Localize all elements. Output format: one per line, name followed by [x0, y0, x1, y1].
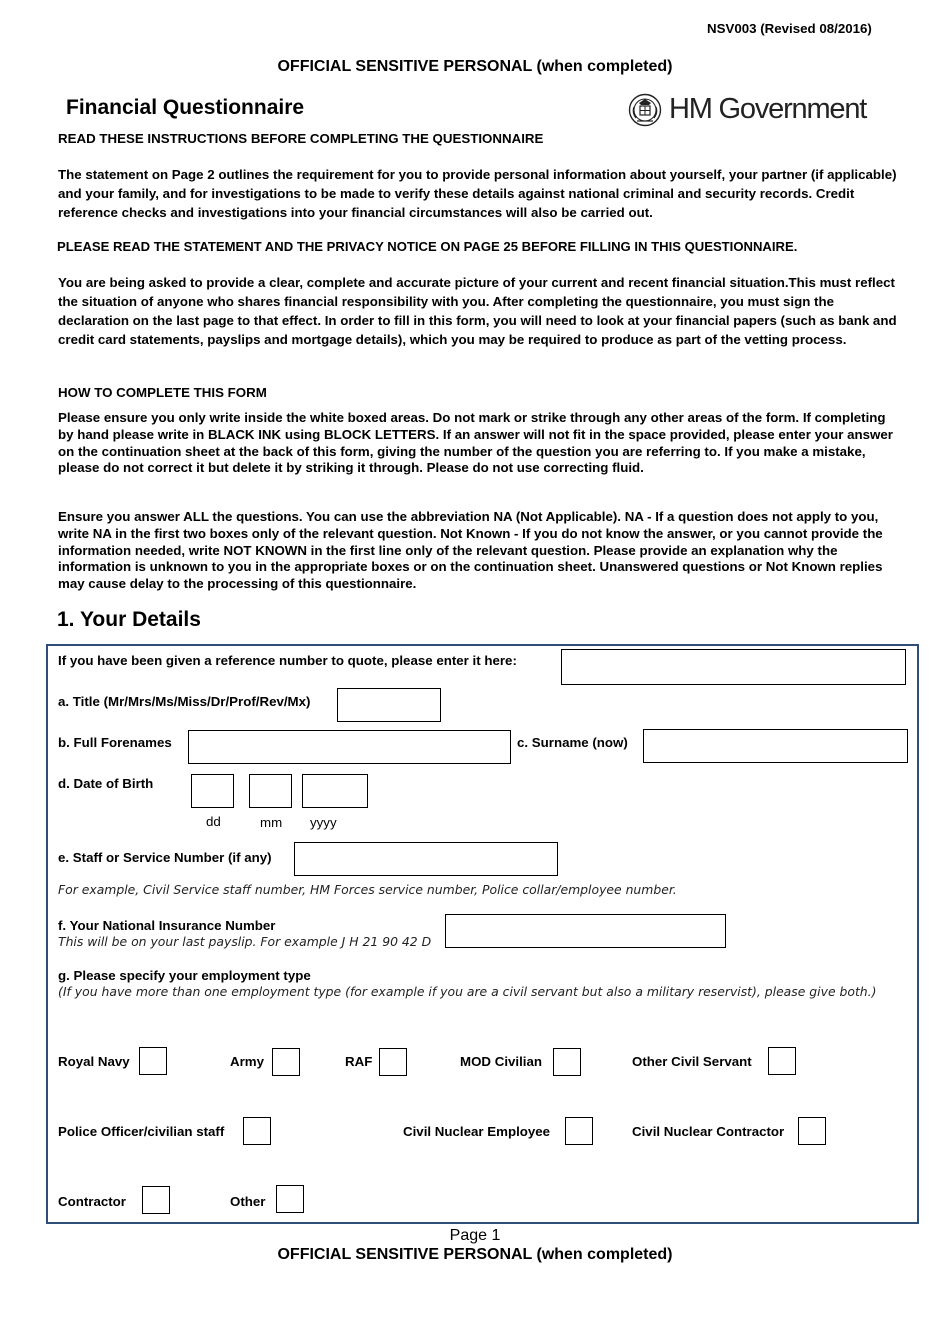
- section-title: 1. Your Details: [57, 608, 201, 631]
- police-officer-label: Police Officer/civilian staff: [58, 1124, 225, 1139]
- mod-civilian-checkbox[interactable]: [553, 1048, 581, 1076]
- dob-year-field[interactable]: [302, 774, 368, 808]
- staff-number-label: e. Staff or Service Number (if any): [58, 850, 272, 865]
- surname-label: c. Surname (now): [517, 735, 628, 750]
- instructions-paragraph-1: The statement on Page 2 outlines the requirement for you to provide personal information about yourself, your partner (if applicable) and your family, and for investigations to be made to verify these details against national criminal and security records. Credit reference checks and investigations into your financial circumstances will also be carried out.: [58, 167, 897, 220]
- other-civil-servant-label: Other Civil Servant: [632, 1054, 752, 1069]
- hm-government-logo: [627, 93, 887, 129]
- instructions-paragraph-2: PLEASE READ THE STATEMENT AND THE PRIVACY NOTICE ON PAGE 25 BEFORE FILLING IN THIS QUESTIONNAIRE.: [57, 239, 798, 254]
- civil-nuclear-employee-label: Civil Nuclear Employee: [403, 1124, 551, 1139]
- howto-paragraph-1: Please ensure you only write inside the white boxed areas. Do not mark or strike through any other areas of the form. If completing by hand please write in BLACK INK using BLOCK LETTERS. If an answer will not fit in the space provided, please enter your answer on the continuation sheet at the back of this form, giving the number of the question you are referring to. If you make a mistake, please do not correct it but delete it by striking it through. Please do not use correcting fluid.: [58, 410, 893, 476]
- page-title: Financial Questionnaire: [66, 96, 305, 119]
- dob-month-caption: mm: [260, 815, 283, 830]
- contractor-checkbox[interactable]: [142, 1186, 170, 1214]
- raf-checkbox[interactable]: [379, 1048, 407, 1076]
- classification-footer: OFFICIAL SENSITIVE PERSONAL (when completed): [277, 1246, 673, 1263]
- classification-header: OFFICIAL SENSITIVE PERSONAL (when completed): [277, 58, 673, 75]
- mod-civilian-label: MOD Civilian: [460, 1054, 543, 1069]
- contractor-label: Contractor: [58, 1194, 126, 1209]
- army-label: Army: [230, 1054, 264, 1069]
- dob-day-field[interactable]: [191, 774, 234, 808]
- reference-number-field[interactable]: [561, 649, 906, 685]
- document-reference: NSV003 (Revised 08/2016): [707, 21, 872, 36]
- raf-label: RAF: [345, 1054, 373, 1069]
- surname-field[interactable]: [643, 729, 908, 763]
- dob-day-caption: dd: [206, 814, 221, 829]
- royal-crest-icon: [627, 93, 663, 127]
- title-field[interactable]: [337, 688, 441, 722]
- title-label: a. Title (Mr/Mrs/Ms/Miss/Dr/Prof/Rev/Mx): [58, 694, 311, 709]
- police-officer-checkbox[interactable]: [243, 1117, 271, 1145]
- staff-number-hint: For example, Civil Service staff number, HM Forces service number, Police collar/employee number.: [58, 882, 677, 897]
- reference-number-label: If you have been given a reference number to quote, please enter it here:: [58, 653, 517, 668]
- page-number: Page 1: [449, 1227, 501, 1244]
- national-insurance-field[interactable]: [445, 914, 726, 948]
- howto-paragraph-2: Ensure you answer ALL the questions. You can use the abbreviation NA (Not Applicable). NA - If a question does not apply to you, write NA in the first two boxes only of the relevant question. Not Known - If you do not know the answer, or you cannot provide the information needed, write NOT KNOWN in the first line only of the relevant question. Please provide an explanation why the information is unknown to you in the appropriate boxes or on the continuation sheet. Unanswered questions or Not Known replies may cause delay to the processing of this questionnaire.: [58, 509, 883, 592]
- army-checkbox[interactable]: [272, 1048, 300, 1076]
- civil-nuclear-employee-checkbox[interactable]: [565, 1117, 593, 1145]
- civil-nuclear-contractor-label: Civil Nuclear Contractor: [632, 1124, 785, 1139]
- dob-year-caption: yyyy: [310, 815, 337, 830]
- logo-text: HM Government: [669, 93, 867, 125]
- royal-navy-checkbox[interactable]: [139, 1047, 167, 1075]
- royal-navy-label: Royal Navy: [58, 1054, 130, 1069]
- staff-number-field[interactable]: [294, 842, 558, 876]
- other-label: Other: [230, 1194, 266, 1209]
- national-insurance-label: f. Your National Insurance Number: [58, 918, 276, 933]
- employment-type-label: g. Please specify your employment type: [58, 968, 311, 983]
- instructions-paragraph-3: You are being asked to provide a clear, complete and accurate picture of your current and recent financial situation.This must reflect the situation of anyone who shares financial responsibility with you. After completing the questionnaire, you must sign the declaration on the last page to that effect. In order to fill in this form, you will need to look at your financial papers (such as bank and credit card statements, payslips and mortgage details), which you may be required to produce as part of the vetting process.: [58, 275, 897, 347]
- howto-heading: HOW TO COMPLETE THIS FORM: [58, 385, 267, 400]
- date-of-birth-label: d. Date of Birth: [58, 776, 154, 791]
- forenames-field[interactable]: [188, 730, 511, 764]
- other-civil-servant-checkbox[interactable]: [768, 1047, 796, 1075]
- national-insurance-hint: This will be on your last payslip. For example J H 21 90 42 D: [58, 934, 432, 949]
- other-checkbox[interactable]: [276, 1185, 304, 1213]
- instructions-heading: READ THESE INSTRUCTIONS BEFORE COMPLETING THE QUESTIONNAIRE: [58, 131, 544, 146]
- civil-nuclear-contractor-checkbox[interactable]: [798, 1117, 826, 1145]
- dob-month-field[interactable]: [249, 774, 292, 808]
- employment-type-hint: (If you have more than one employment type (for example if you are a civil servant but also a military reservist), please give both.): [58, 984, 877, 999]
- forenames-label: b. Full Forenames: [58, 735, 172, 750]
